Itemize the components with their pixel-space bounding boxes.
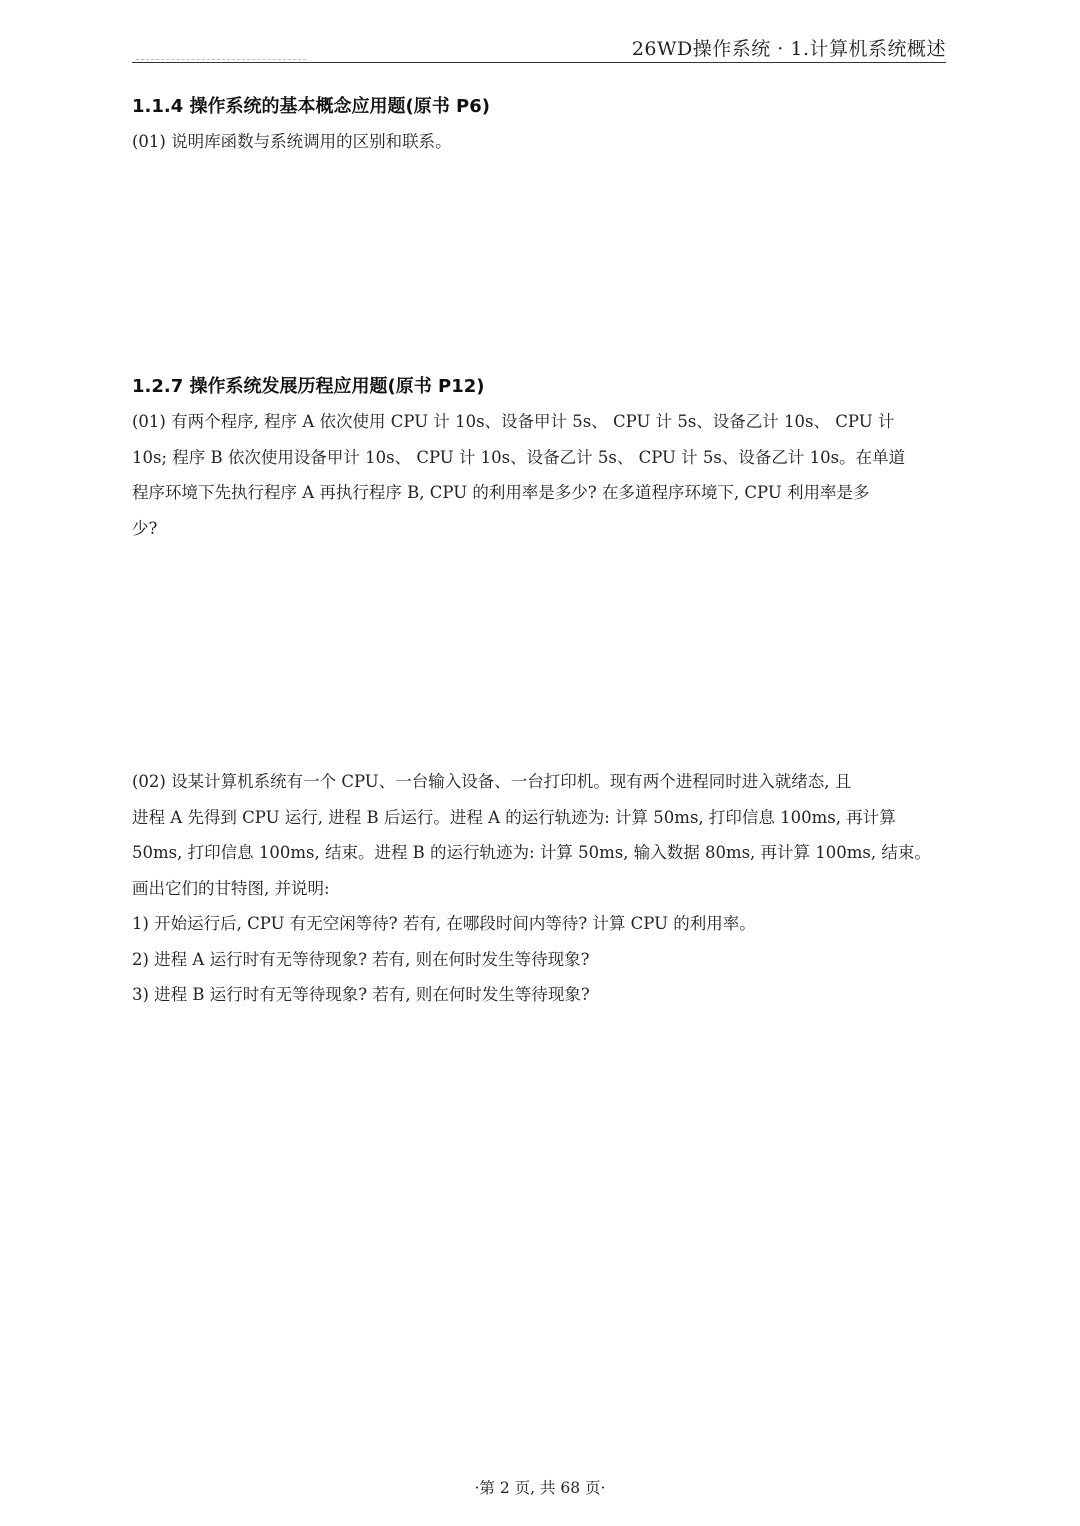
section-heading-1-1-4: 1.1.4 操作系统的基本概念应用题(原书 P6) xyxy=(132,96,490,117)
page-header xyxy=(132,28,946,63)
text-line: (02) 设某计算机系统有一个 CPU、一台输入设备、一台打印机。现有两个进程同时进入就绪态, 且 xyxy=(132,772,852,791)
text-line: 50ms, 打印信息 100ms, 结束。进程 B 的运行轨迹为: 计算 50ms, 输入数据 80ms, 再计算 100ms, 结束。 xyxy=(132,843,931,862)
sub-question-3: 3) 进程 B 运行时有无等待现象? 若有, 则在何时发生等待现象? xyxy=(132,985,590,1004)
header-faint-mark xyxy=(136,55,306,60)
text-line: 少? xyxy=(132,518,158,538)
text-line: (01) 有两个程序, 程序 A 依次使用 CPU 计 10s、设备甲计 5s、 CPU 计 5s、设备乙计 10s、 CPU 计 xyxy=(132,412,895,431)
question-1-2-7-02 xyxy=(132,764,952,1013)
header-title: 26WD操作系统 · 1.计算机系统概述 xyxy=(631,38,946,60)
text-line: 10s; 程序 B 依次使用设备甲计 10s、 CPU 计 10s、设备乙计 5s、 CPU 计 5s、设备乙计 10s。在单道 xyxy=(132,447,906,467)
sub-question-2: 2) 进程 A 运行时有无等待现象? 若有, 则在何时发生等待现象? xyxy=(132,949,590,969)
text-line: (01) 说明库函数与系统调用的区别和联系。 xyxy=(132,132,452,151)
text-line: 程序环境下先执行程序 A 再执行程序 B, CPU 的利用率是多少? 在多道程序环境下, CPU 利用率是多 xyxy=(132,483,870,502)
page-number-footer: ·第 2 页, 共 68 页· xyxy=(474,1479,606,1497)
text-line: 进程 A 先得到 CPU 运行, 进程 B 后运行。进程 A 的运行轨迹为: 计算 50ms, 打印信息 100ms, 再计算 xyxy=(132,807,896,827)
section-heading-1-2-7: 1.2.7 操作系统发展历程应用题(原书 P12) xyxy=(132,376,485,397)
question-1-1-4-01 xyxy=(132,124,952,160)
text-line: 画出它们的甘特图, 并说明: xyxy=(132,878,330,898)
question-1-2-7-01 xyxy=(132,404,952,546)
sub-question-1: 1) 开始运行后, CPU 有无空闲等待? 若有, 在哪段时间内等待? 计算 CPU 的利用率。 xyxy=(132,914,756,933)
